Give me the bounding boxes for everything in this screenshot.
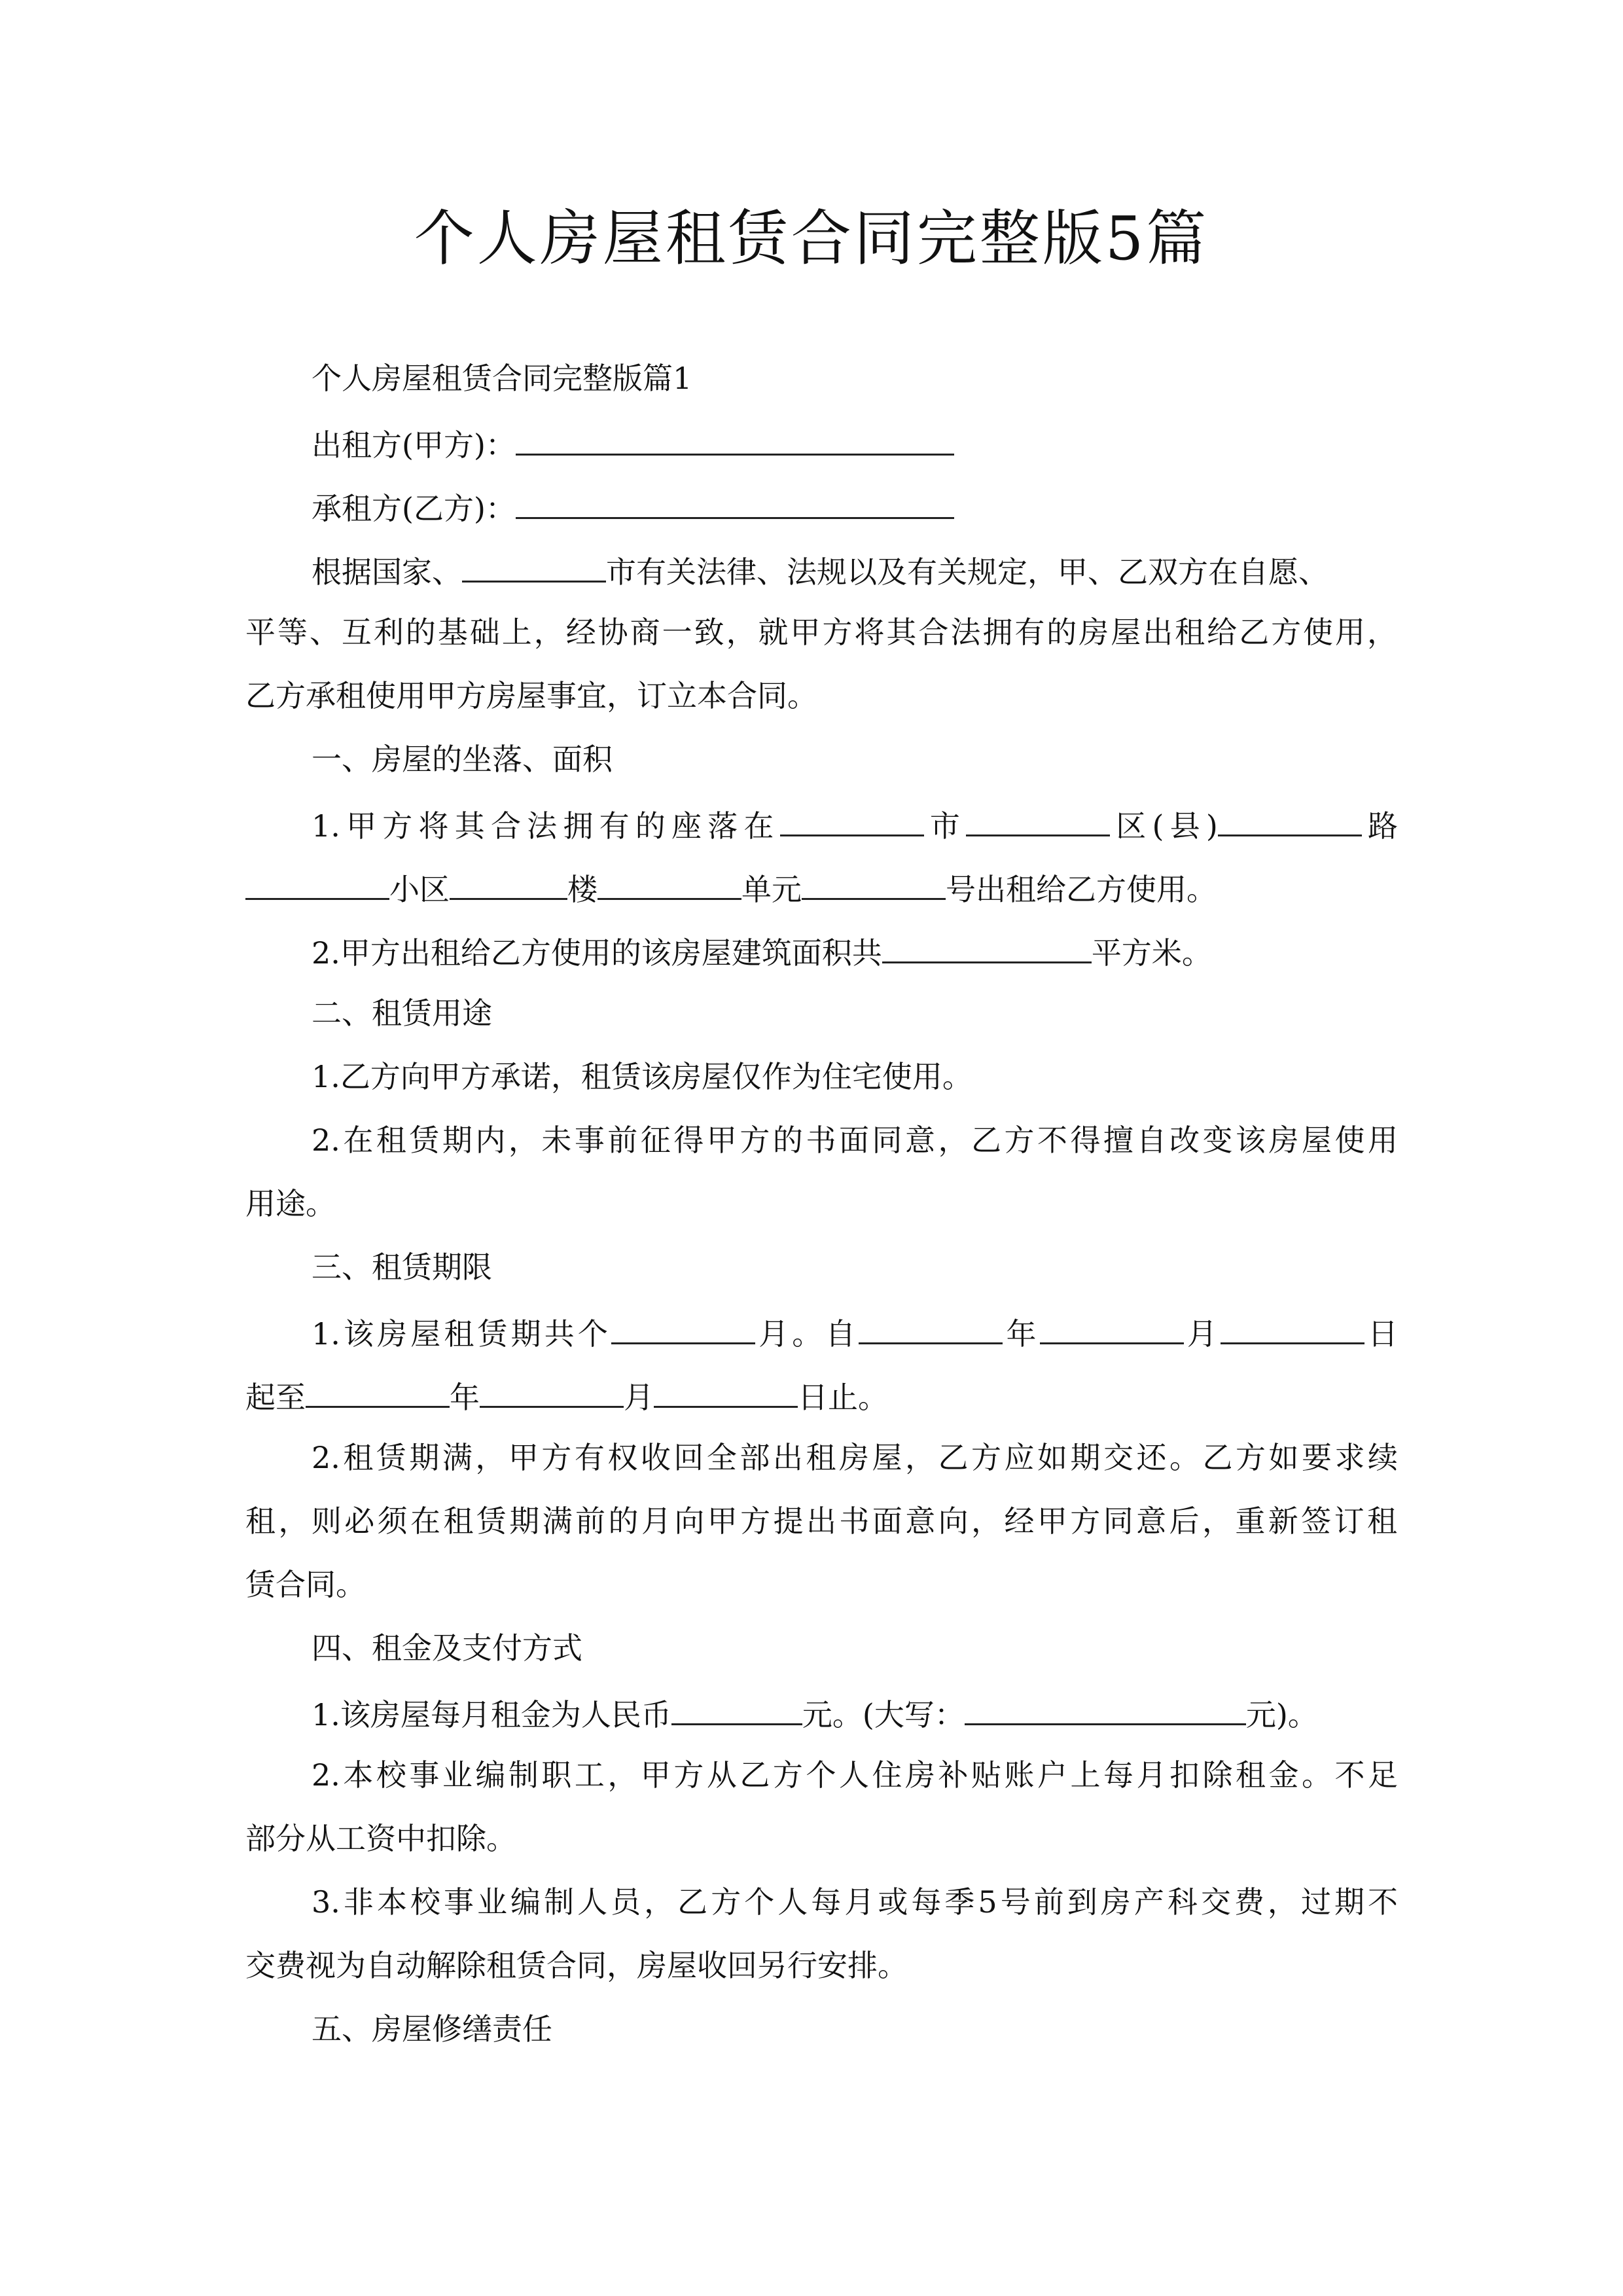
paragraph-line: 交费视为自动解除租赁合同，房屋收回另行安排。 — [245, 1948, 908, 1983]
paragraph-line: 1.该房屋租赁期共个 月。自 年 月 日 — [312, 1311, 1398, 1354]
clause-heading: 五、房屋修缮责任 — [312, 2011, 552, 2047]
lessee-line: 承租方(乙方)： — [312, 486, 1398, 528]
paragraph-line: 起至 年 月 日止。 — [245, 1374, 1397, 1417]
paragraph-line: 3.非本校事业编制人员，乙方个人每月或每季5号前到房产科交费，过期不 — [312, 1884, 1398, 1920]
paragraph-line: 用途。 — [245, 1186, 336, 1221]
paragraph-line: 2.在租赁期内，未事前征得甲方的书面同意，乙方不得擅自改变该房屋使用 — [312, 1122, 1398, 1158]
paragraph-line: 租，则必须在租赁期满前的月向甲方提出书面意向，经甲方同意后，重新签订租 — [245, 1503, 1397, 1539]
clause-heading: 四、租金及支付方式 — [312, 1630, 582, 1666]
paragraph-line: 2.甲方出租给乙方使用的该房屋建筑面积共 平方米。 — [312, 930, 1398, 973]
paragraph-line: 部分从工资中扣除。 — [245, 1821, 516, 1856]
paragraph-line: 2.本校事业编制职工，甲方从乙方个人住房补贴账户上每月扣除租金。不足 — [312, 1757, 1398, 1793]
lessor-line: 出租方(甲方)： — [312, 422, 1398, 465]
paragraph-line: 赁合同。 — [245, 1567, 366, 1602]
clause-heading: 三、租赁期限 — [312, 1249, 492, 1285]
clause-heading: 一、房屋的坐落、面积 — [312, 742, 613, 777]
paragraph-line: 根据国家、 市有关法律、法规以及有关规定，甲、乙双方在自愿、 — [312, 549, 1398, 592]
lessee-blank — [516, 486, 954, 519]
clause-heading: 二、租赁用途 — [312, 996, 492, 1031]
paragraph-line: 1.乙方向甲方承诺，租赁该房屋仅作为住宅使用。 — [312, 1059, 972, 1094]
paragraph-line: 1.甲方将其合法拥有的座落在 市 区(县) 路 — [312, 803, 1398, 846]
lessor-blank — [516, 422, 954, 456]
document-title: 个人房屋租赁合同完整版5篇 — [414, 204, 1209, 274]
paragraph-line: 1.该房屋每月租金为人民币 元。(大写： 元)。 — [312, 1692, 1398, 1734]
paragraph-line: 2.租赁期满，甲方有权收回全部出租房屋，乙方应如期交还。乙方如要求续 — [312, 1440, 1398, 1475]
paragraph-line: 平等、互利的基础上，经协商一致，就甲方将其合法拥有的房屋出租给乙方使用， — [245, 615, 1397, 650]
paragraph-line: 小区 楼 单元 号出租给乙方使用。 — [245, 867, 1397, 909]
paragraph-line: 乙方承租使用甲方房屋事宜，订立本合同。 — [245, 678, 817, 713]
section-heading: 个人房屋租赁合同完整版篇1 — [312, 361, 692, 396]
